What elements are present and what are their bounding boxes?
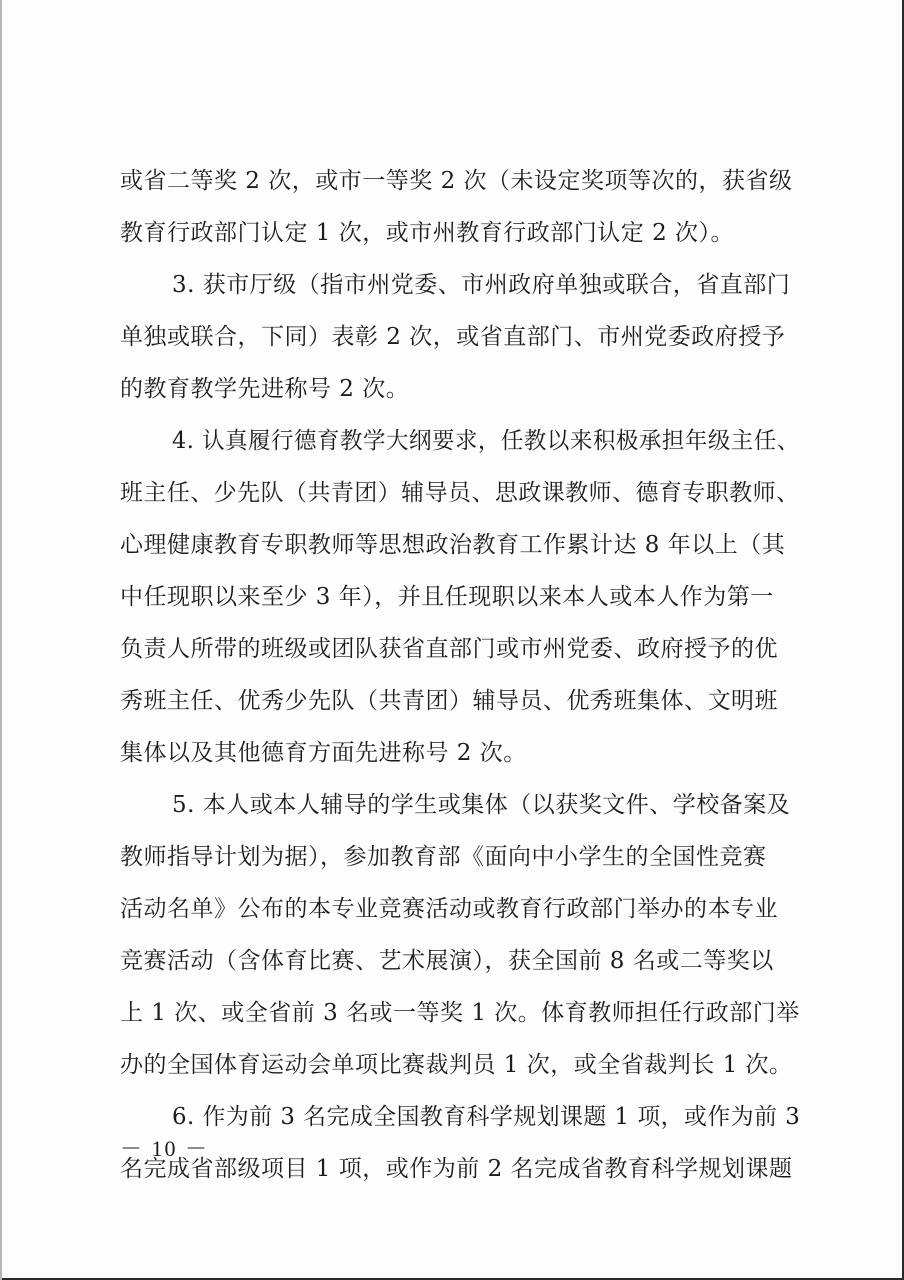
text-line-5: 的教育教学先进称号 2 次。: [120, 376, 410, 402]
text-line-19: 6. 作为前 3 名完成全国教育科学规划课题 1 项，或作为前 3: [172, 1104, 801, 1130]
text-line-8: 心理健康教育专职教师等思想政治教育工作累计达 8 年以上（其: [120, 532, 786, 558]
text-line-9: 中任现职以来至少 3 年），并且任现职以来本人或本人作为第一: [120, 584, 774, 610]
text-line-10: 负责人所带的班级或团队获省直部门或市州党委、政府授予的优: [120, 636, 778, 662]
text-line-16: 竞赛活动（含体育比赛、艺术展演），获全国前 8 名或二等奖以: [120, 948, 774, 974]
text-line-13: 5. 本人或本人辅导的学生或集体（以获奖文件、学校备案及: [172, 792, 791, 818]
text-line-7: 班主任、少先队（共青团）辅导员、思政课教师、德育专职教师、: [120, 480, 800, 506]
text-line-17: 上 1 次、或全省前 3 名或一等奖 1 次。体育教师担任行政部门举: [120, 1000, 800, 1026]
page-number: － 10 －: [120, 1136, 210, 1161]
text-line-12: 集体以及其他德育方面先进称号 2 次。: [120, 740, 527, 766]
text-line-3: 3. 获市厅级（指市州党委、市州政府单独或联合，省直部门: [172, 272, 791, 298]
text-line-15: 活动名单》公布的本专业竞赛活动或教育行政部门举办的本专业: [120, 896, 778, 922]
page-left-edge: [0, 0, 2, 1280]
text-line-2: 教育行政部门认定 1 次，或市州教育行政部门认定 2 次）。: [120, 220, 735, 246]
text-line-20: 名完成省部级项目 1 项，或作为前 2 名完成省教育科学规划课题: [120, 1156, 793, 1182]
text-line-1: 或省二等奖 2 次，或市一等奖 2 次（未设定奖项等次的，获省级: [120, 168, 793, 194]
text-line-18: 办的全国体育运动会单项比赛裁判员 1 次，或全省裁判长 1 次。: [120, 1052, 793, 1078]
text-line-6: 4. 认真履行德育教学大纲要求，任教以来积极承担年级主任、: [172, 428, 800, 454]
text-line-11: 秀班主任、优秀少先队（共青团）辅导员、优秀班集体、文明班: [120, 688, 778, 714]
text-line-14: 教师指导计划为据），参加教育部《面向中小学生的全国性竞赛: [120, 844, 767, 870]
text-line-4: 单独或联合，下同）表彰 2 次，或省直部门、市州党委政府授予: [120, 324, 786, 350]
